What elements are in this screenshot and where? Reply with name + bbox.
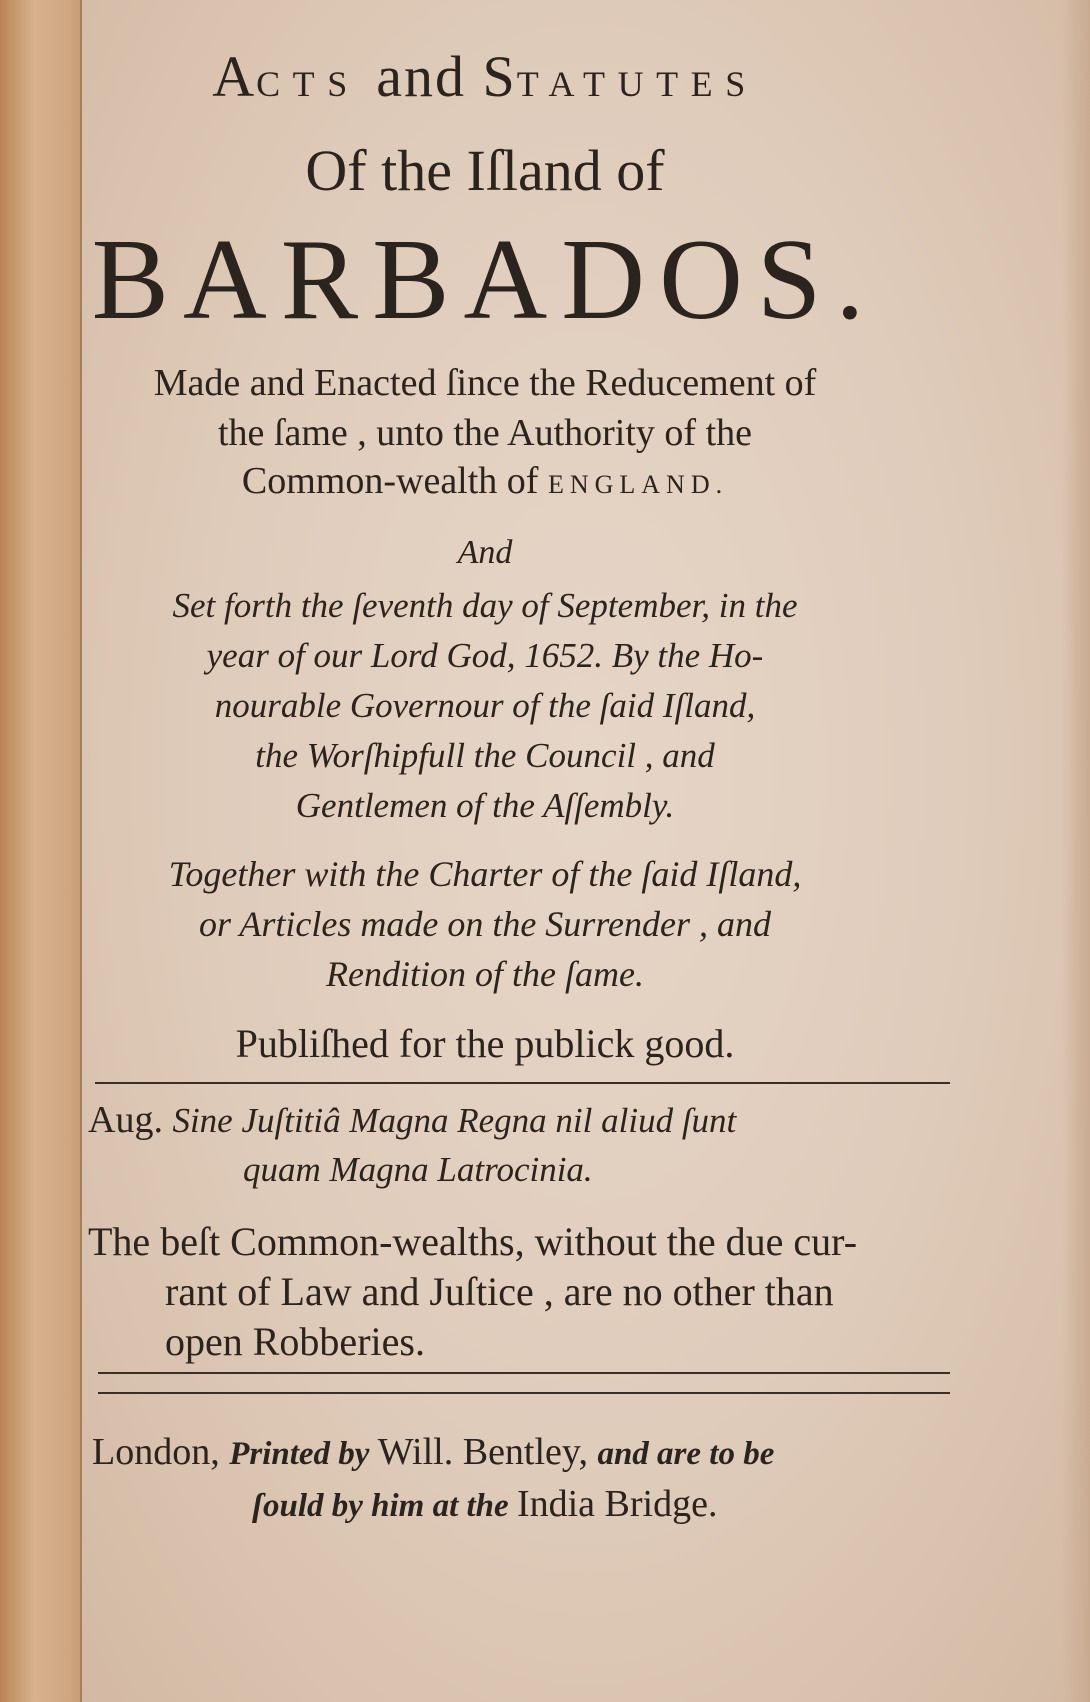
- set-forth-line: Set forth the ſeventh day of September, in the: [172, 586, 798, 625]
- imprint-line: ſould by him at the India Bridge.: [252, 1483, 718, 1525]
- subtitle-line: the ſame , unto the Authority of the: [217, 412, 752, 454]
- motto-english-line: open Robberies.: [165, 1319, 425, 1364]
- motto-english-line: rant of Law and Juſtice , are no other than: [165, 1269, 834, 1314]
- motto-latin-line: quam Magna Latrocinia.: [243, 1150, 593, 1189]
- together-line: or Articles made on the Surrender , and: [199, 904, 771, 944]
- set-forth-line: year of our Lord God, 1652. By the Ho-: [206, 636, 764, 675]
- subtitle-line: Made and Enacted ſince the Reducement of: [153, 362, 817, 404]
- together-line: Rendition of the ſame.: [326, 954, 644, 994]
- motto-english-line: The beſt Common-wealths, without the due cur-: [88, 1219, 858, 1264]
- page-edge: [1062, 0, 1090, 1702]
- set-forth-line: nourable Governour of the ſaid Iſland,: [214, 686, 756, 725]
- subtitle-line: Common-wealth of ENGLAND.: [241, 460, 729, 502]
- divider-rule: [98, 1372, 950, 1374]
- imprint-line: London, Printed by Will. Bentley, and are to be: [92, 1431, 775, 1473]
- set-forth-line: Gentlemen of the Aſſembly.: [295, 786, 675, 825]
- title-barbados: BARBADOS.: [91, 216, 879, 344]
- set-forth-line: the Worſhipfull the Council , and: [255, 736, 715, 775]
- together-line: Together with the Charter of the ſaid Iſland,: [168, 854, 802, 894]
- published-line: Publiſhed for the publick good.: [235, 1021, 735, 1066]
- title-line-acts-statutes: ACTS and STATUTES: [212, 44, 758, 109]
- and-line: And: [457, 534, 513, 571]
- divider-rule: [95, 1082, 950, 1084]
- divider-rule: [98, 1392, 950, 1394]
- title-line-island: Of the Iſland of: [305, 138, 665, 203]
- motto-latin: Aug. Sine Juſtitiâ Magna Regna nil aliud ſunt: [88, 1099, 737, 1141]
